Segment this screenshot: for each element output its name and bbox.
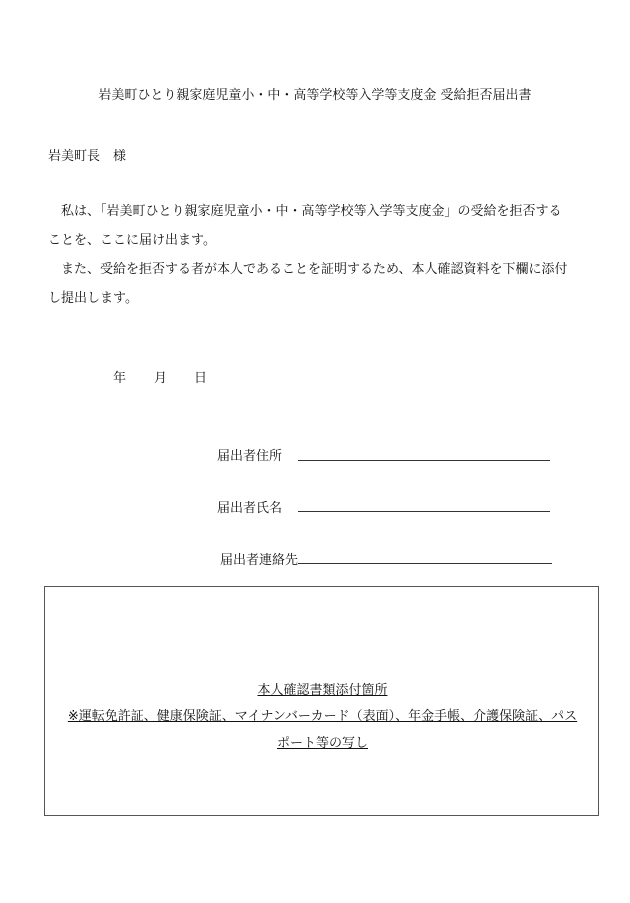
identity-paragraph — [48, 255, 588, 313]
attachment-note-line-2: ポート等の写し — [276, 736, 368, 751]
addressee: 岩美町長 様 — [48, 149, 127, 164]
identity-line-1: また、受給を拒否する者が本人であることを証明するため、本人確認資料を下欄に添付 — [61, 262, 568, 277]
name-underline[interactable] — [298, 511, 550, 512]
declaration-paragraph — [48, 197, 588, 255]
attachment-heading: 本人確認書類添付箇所 — [257, 683, 388, 698]
contact-underline[interactable] — [298, 563, 552, 564]
date-month-label: 月 — [154, 371, 168, 386]
declaration-line-2: ことを、ここに届け出ます。 — [48, 233, 216, 248]
date-year-label: 年 — [113, 371, 127, 386]
attachment-note-line-1: ※運転免許証、健康保険証、マイナンバーカード（表面）、年金手帳、介護保険証、パス — [67, 709, 578, 724]
contact-label: 届出者連絡先 — [220, 553, 299, 568]
identity-line-2: し提出します。 — [48, 291, 138, 306]
address-underline[interactable] — [298, 460, 550, 461]
date-day-label: 日 — [194, 371, 208, 386]
id-document-attachment-box[interactable] — [44, 586, 599, 816]
name-label: 届出者氏名 — [217, 501, 283, 516]
address-label: 届出者住所 — [217, 449, 283, 464]
declaration-line-1: 私は、「岩美町ひとり親家庭児童小・中・高等学校等入学等支度金」の受給を拒否する — [61, 204, 562, 219]
document-title: 岩美町ひとり親家庭児童小・中・高等学校等入学等支度金 受給拒否届出書 — [98, 88, 532, 103]
